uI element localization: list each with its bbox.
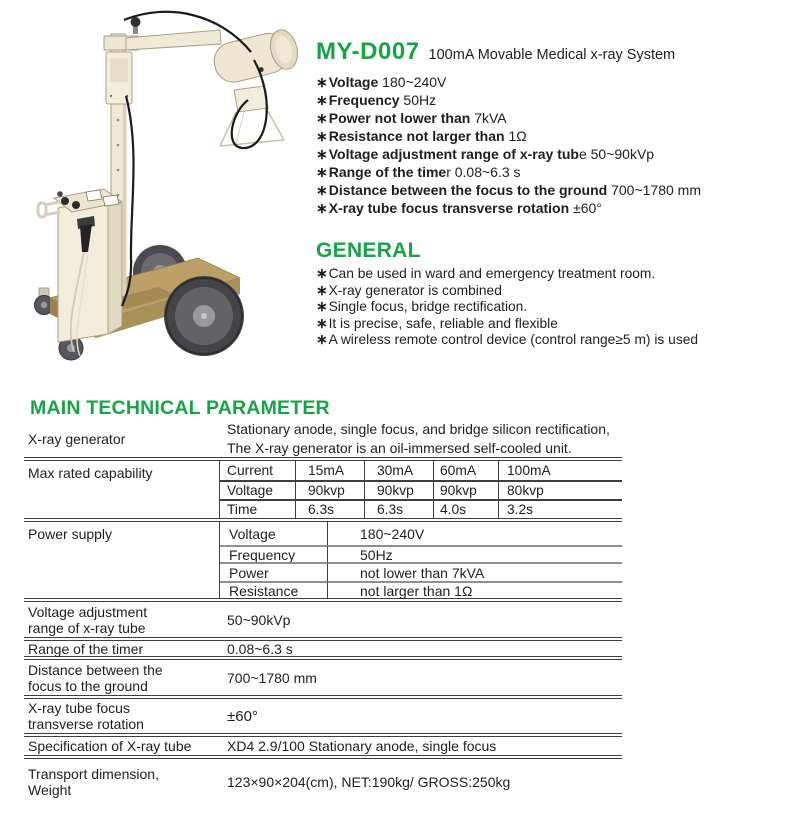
row-value [219,420,622,457]
table-row-voltage-adjustment [24,602,622,637]
spec-value: ±60° [569,200,602,216]
subtable-cell: Frequency [220,545,327,562]
row-value [219,461,622,518]
spec-value: 7kVA [470,110,507,126]
front-wheel [164,276,244,356]
generator-desc-line2: The X-ray generator is an oil-immersed self-cooled unit. [227,439,572,456]
asterisk-bullet: ∗ [316,74,328,90]
subtable-cell: 4.0s [433,499,498,518]
subtable-cell: 80kvp [498,480,622,499]
table-row-max-rated-capability [24,461,622,518]
spec-value: 50Hz [399,92,437,108]
general-section-heading: GENERAL [316,239,421,262]
row-label: Distance between the focus to the ground [28,661,163,694]
spec-term: Range of the time [328,164,447,180]
spec-term: Voltage adjustment range of x-ray tub [328,146,579,162]
row-label: X-ray tube focus transverse rotation [28,700,144,732]
technical-parameter-table [24,420,622,804]
subtable-cell: not larger than 1Ω [327,581,622,599]
asterisk-bullet: ∗ [316,164,328,180]
spec-term: Distance between the focus to the ground [328,182,608,198]
row-value: 123×90×204(cm), NET:190kg/ GROSS:250kg [227,773,511,790]
subtable-cell: 90kvp [433,480,498,499]
row-value: 700~1780 mm [227,669,317,686]
spec-line [316,145,796,163]
subtable-cell: 30mA [364,461,433,480]
key-spec-list [316,73,796,217]
asterisk-bullet: ∗ [316,299,328,315]
spec-term: Resistance not larger than [328,128,505,144]
spec-value: r 0.08~6.3 s [446,164,521,180]
subtable-cell: Voltage [229,525,276,542]
general-item-text: Can be used in ward and emergency treatment room. [328,266,656,281]
spec-line [316,109,796,127]
mobile-x-ray-machine-photo [8,0,318,395]
subtable-cell: 100mA [498,461,622,480]
table-row-xray-generator [24,420,622,457]
title-row [316,38,796,66]
subtable-cell: not lower than 7kVA [327,562,622,581]
subtable-cell: Voltage [220,480,295,499]
general-item [316,332,796,349]
subtable-cell: 180~240V [327,522,622,545]
general-item-text: Single focus, bridge rectification. [328,299,528,315]
asterisk-bullet: ∗ [316,146,328,162]
spec-term: Frequency [328,92,400,108]
product-subtitle: 100mA Movable Medical x-ray System [428,47,676,63]
table-row-tube-specification [24,737,622,755]
subtable-cell: 6.3s [295,499,364,518]
row-value: 50~90kVp [227,611,291,628]
generator-desc-line1: Stationary anode, single focus, and bridge silicon rectification, [227,421,610,437]
general-feature-list [316,266,796,349]
subtable-cell: Time [220,499,295,518]
subtable-cell: 15mA [295,461,364,480]
general-item [316,299,796,316]
asterisk-bullet: ∗ [316,92,328,108]
spec-line [316,199,796,217]
control-cabinet [38,189,122,342]
machine-arm [126,17,221,50]
collimator-and-light-frame [220,86,284,146]
general-item [316,283,796,300]
general-item [316,266,796,283]
row-label: X-ray generator [28,430,126,447]
row-value: ±60° [227,707,258,725]
control-knob [57,191,63,197]
general-item [316,316,796,333]
row-value [219,522,622,598]
row-label: Transport dimension, Weight [28,765,159,798]
subtable-cell: 6.3s [364,499,433,518]
row-label: Max rated capability [28,465,153,481]
table-row-power-supply [24,522,622,598]
meter-display [103,195,119,206]
asterisk-bullet: ∗ [316,332,328,348]
spec-line [316,91,796,109]
table-row-focus-ground-distance [24,660,622,695]
subtable-cell: 90kvp [295,480,364,499]
spec-line [316,127,796,145]
subtable-cell: 60mA [433,461,498,480]
max-rated-subtable [220,461,622,518]
spec-value: 700~1780 mm [607,182,701,198]
asterisk-bullet: ∗ [316,315,328,331]
row-value: XD4 2.9/100 Stationary anode, single focus [227,738,497,754]
asterisk-bullet: ∗ [316,110,328,126]
spec-term: Voltage [328,74,379,90]
spec-value: 1Ω [504,128,527,144]
asterisk-bullet: ∗ [316,282,328,298]
spec-term: Power not lower than [328,110,471,126]
main-section-heading: MAIN TECHNICAL PARAMETER [30,397,330,419]
subtable-cell: Current [227,463,274,478]
subtable-cell: 50Hz [327,545,622,562]
general-item-text: It is precise, safe, reliable and flexible [328,315,558,331]
row-label: Range of the timer [28,640,144,657]
spec-term: X-ray tube focus transverse rotation [328,200,570,216]
asterisk-bullet: ∗ [316,128,328,144]
power-supply-subtable [220,522,622,598]
general-item-text: X-ray generator is combined [328,282,502,298]
asterisk-bullet: ∗ [316,182,328,198]
subtable-cell: 3.2s [498,499,622,518]
asterisk-bullet: ∗ [316,200,328,216]
table-row-timer-range [24,641,622,656]
general-item-text: A wireless remote control device (control range≥5 m) is used [328,332,699,348]
row-value: 0.08~6.3 s [227,640,293,657]
x-ray-tube-head [210,27,301,86]
spec-value: 180~240V [378,74,447,90]
spec-line [316,181,796,199]
control-knob [61,197,69,205]
row-label: Power supply [28,526,113,542]
row-label: Specification of X-ray tube [28,738,192,754]
table-row-transverse-rotation [24,699,622,733]
subtable-cell: 90kvp [364,480,433,499]
meter-display [86,190,102,201]
asterisk-bullet: ∗ [316,266,328,281]
spec-value: e 50~90kVp [578,146,655,162]
row-label: Voltage adjustment range of x-ray tube [28,603,148,636]
header-and-summary [316,38,796,349]
subtable-cell: Resistance [220,581,327,599]
table-row-transport-dimension-weight [24,759,622,804]
spec-line [316,163,796,181]
product-model: MY-D007 [316,38,420,65]
spec-line [316,73,796,91]
subtable-cell: Power [220,562,327,581]
control-knob [72,201,80,209]
